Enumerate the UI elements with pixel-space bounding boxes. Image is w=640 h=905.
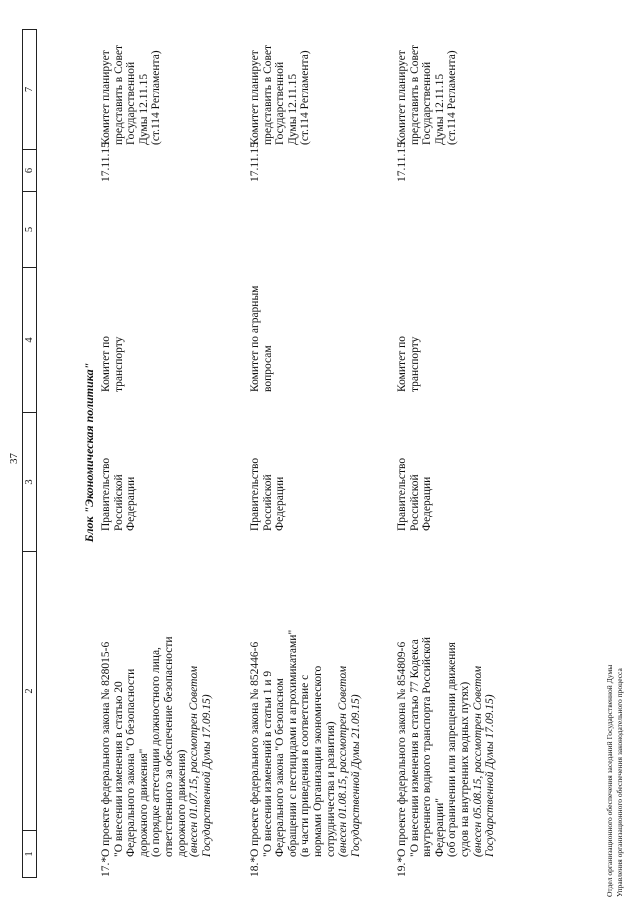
bill-line: "О внесении изменения в статью 77 Кодекса: [408, 639, 421, 857]
bill-description: [100, 592, 213, 857]
bill-line: нормами Организации экономического: [311, 665, 324, 857]
bill-line: дорожного движения": [137, 748, 150, 857]
plan-line: представить в Совет: [112, 44, 125, 145]
bill-line: (об ограничении или запрещении движения: [446, 642, 459, 857]
page-number: 37: [8, 453, 20, 464]
bill-description: [249, 592, 362, 857]
plan-line: Думы 12.11.15: [137, 73, 150, 145]
plan-line: представить в Совет: [408, 44, 421, 145]
bill-line: ответственного за обеспечение безопасности: [162, 636, 175, 857]
bill-line: судов на внутренних водных путях): [458, 681, 471, 857]
consideration-date: 17.11.15: [100, 142, 112, 182]
committee-line: Комитет по аграрным: [249, 285, 261, 392]
note-line: Государственной Думы 21.09.15): [349, 694, 362, 857]
initiator: [100, 401, 138, 531]
consideration-date: 17.11.15: [249, 142, 261, 182]
footer-line: Управления организационного обеспечения законодательного процесса: [615, 668, 624, 897]
plan-line: Комитет планирует: [100, 50, 112, 145]
column-number: 4: [23, 267, 36, 412]
plan-line: (ст.114 Регламента): [150, 50, 163, 145]
bill-line: (о порядке аттестации должностного лица,: [150, 647, 163, 857]
committee-line: транспорту: [112, 336, 125, 392]
note-line: (внесен 01.07.15, рассмотрен Советом: [188, 665, 201, 857]
column-number: 6: [23, 149, 36, 191]
plan-line: Думы 12.11.15: [286, 73, 299, 145]
consideration-date: 17.11.15: [396, 142, 408, 182]
initiator-line: Федерации: [125, 476, 138, 531]
column-number: 3: [23, 412, 36, 551]
bill-line: Федерального закона "О безопасном: [274, 678, 287, 857]
initiator-line: Федерации: [421, 476, 434, 531]
committee-plan: [100, 5, 163, 145]
committee-line: Комитет по: [396, 336, 408, 392]
bill-line: "О внесении изменений в статьи 1 и 9: [261, 670, 274, 857]
bill-line: дорожного движения): [175, 749, 188, 857]
column-number: 7: [24, 86, 35, 93]
bill-line: О проекте федерального закона № 852446-6: [249, 641, 261, 857]
footer-line: Отдел организационного обеспечения заседаний Государственной Думы: [605, 664, 614, 897]
initiator-line: Федерации: [274, 476, 287, 531]
bill-line: сотрудничества и развития): [324, 721, 337, 857]
plan-line: Думы 12.11.15: [433, 73, 446, 145]
bill-line: О проекте федерального закона № 854809-6: [396, 641, 408, 857]
initiator-line: Правительство: [396, 457, 408, 531]
responsible-committee: [100, 252, 125, 392]
plan-line: (ст.114 Регламента): [446, 50, 459, 145]
responsible-committee: [396, 252, 421, 392]
bill-line: обращении с пестицидами и агрохимикатами": [286, 629, 299, 857]
footer: [605, 665, 625, 897]
bill-line: Федерального закона "О безопасности: [125, 668, 138, 857]
plan-line: Комитет планирует: [396, 50, 408, 145]
initiator-line: Правительство: [100, 457, 112, 531]
note-line: (внесен 01.08.15, рассмотрен Советом: [337, 665, 350, 857]
column-number: 2: [23, 551, 36, 830]
note-line: Государственной Думы 17.09.15): [484, 694, 497, 857]
bill-line: "О внесении изменения в статью 20: [112, 681, 125, 857]
committee-plan: [396, 5, 459, 145]
column-number-header: [22, 29, 37, 878]
responsible-committee: [249, 252, 274, 392]
committee-line: вопросам: [261, 345, 274, 392]
bill-description: [396, 592, 497, 857]
plan-line: (ст.114 Регламента): [299, 50, 312, 145]
initiator-line: Российской: [408, 474, 421, 531]
bill-line: Федерации": [433, 797, 446, 857]
committee-line: транспорту: [408, 336, 421, 392]
plan-line: представить в Совет: [261, 44, 274, 145]
note-line: Государственной Думы 17.09.15): [200, 694, 213, 857]
block-title: Блок "Экономическая политика": [82, 362, 96, 543]
initiator-line: Российской: [261, 474, 274, 531]
plan-line: Комитет планирует: [249, 50, 261, 145]
initiator-line: Правительство: [249, 457, 261, 531]
note-line: (внесен 05.08.15, рассмотрен Советом: [471, 665, 484, 857]
initiator: [249, 401, 287, 531]
bill-line: О проекте федерального закона № 828015-6: [100, 641, 112, 857]
plan-line: Государственной: [421, 61, 434, 145]
committee-line: Комитет по: [100, 336, 112, 392]
plan-line: Государственной: [274, 61, 287, 145]
bill-line: внутреннего водного транспорта Российской: [421, 636, 434, 857]
initiator: [396, 401, 434, 531]
bill-line: (в части приведения в соответствие с: [299, 674, 312, 857]
column-number: 5: [23, 191, 36, 267]
initiator-line: Российской: [112, 474, 125, 531]
column-number: 1: [23, 830, 36, 877]
row-number: 18.*: [249, 856, 261, 877]
plan-line: Государственной: [125, 61, 138, 145]
committee-plan: [249, 5, 312, 145]
row-number: 19.*: [396, 856, 408, 877]
row-number: 17.*: [100, 856, 112, 877]
